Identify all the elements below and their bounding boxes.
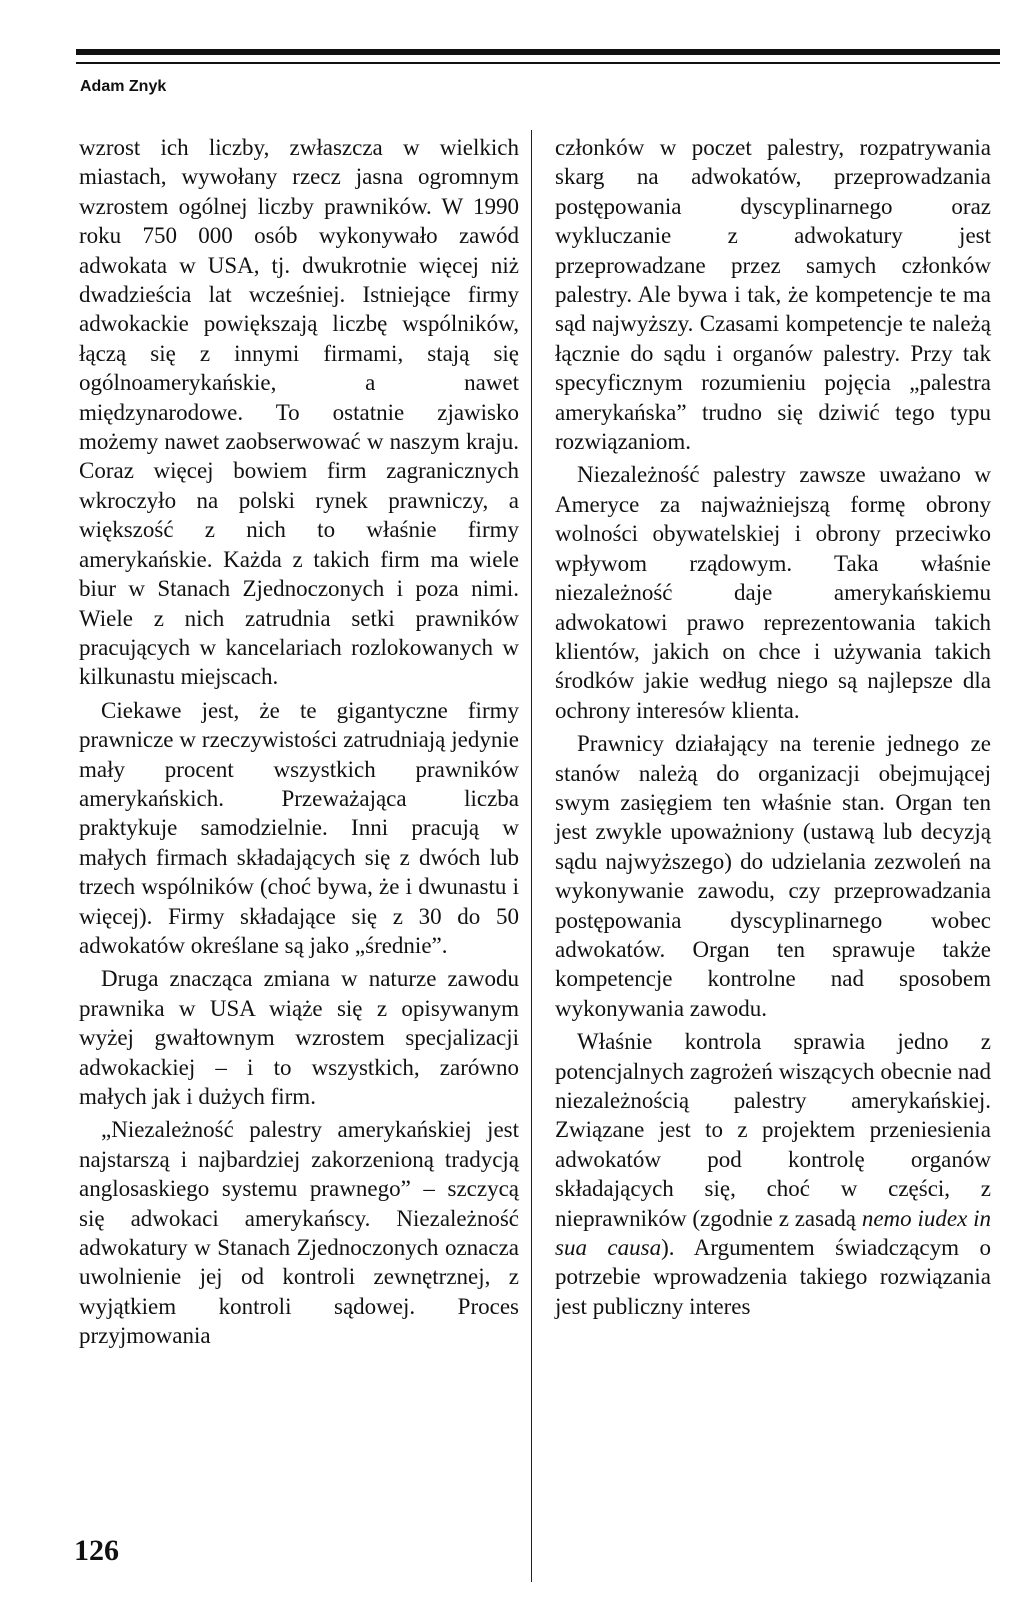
paragraph: Prawnicy działający na terenie jednego ze stanów należą do organizacji obejmującej swym zasięgiem ten właśnie stan. Organ ten jest zwykle upoważniony (ustawą lub decyzją sądu najwyższego) do udzielania zezwoleń na wykonywanie zawodu, czy przeprowadzania postępowania dyscyplinarnego wobec adwokatów. Organ ten sprawuje także kompetencje kontrolne nad sposobem wykonywania zawodu. (555, 731, 991, 1021)
running-head: Adam Znyk (80, 78, 167, 95)
paragraph: członków w poczet palestry, rozpatrywania skarg na adwokatów, przeprowadzania postępowania dyscyplinarnego oraz wykluczanie z adwokatury jest przeprowadzane przez samych członków palestry. Ale bywa i tak, że kompetencje te ma sąd najwyższy. Czasami kompetencje te należą łącznie do sądu i organów palestry. Przy tak specyficznym rozumieniu pojęcia „palestra amerykańska” trudno się dziwić tego typu rozwiązaniom. (555, 135, 991, 455)
page-number: 126 (74, 1534, 119, 1567)
paragraph: „Niezależność palestry amerykańskiej jest najstarszą i najbardziej zakorzenioną tradycją anglosaskiego systemu prawnego” – szczycą się adwokaci amerykańscy. Niezależność adwokatury w Stanach Zjednoczonych oznacza uwolnienie jej od kontroli zewnętrznej, z wyjątkiem kontroli sądowej. Proces przyjmowania (79, 1117, 519, 1349)
left-column (79, 133, 519, 1351)
paragraph: wzrost ich liczby, zwłaszcza w wielkich miastach, wywołany rzecz jasna ogromnym wzrostem ogólnej liczby prawników. W 1990 roku 750 000 osób wykonywało zawód adwokata w USA, tj. dwukrotnie więcej niż dwadzieścia lat wcześniej. Istniejące firmy adwokackie powiększają liczbę wspólników, łączą się z innymi firmami, stają się ogólnoamerykańskie, a nawet międzynarodowe. To ostatnie zjawisko możemy nawet zaobserwować w naszym kraju. Coraz więcej bowiem firm zagranicznych wkroczyło na polski rynek prawniczy, a większość z nich to właśnie firmy amerykańskie. Każda z takich firm ma wiele biur w Stanach Zjednoczonych i poza nimi. Wiele z nich zatrudnia setki prawników pracujących w kancelariach rozlokowanych w kilkunastu miejscach. (79, 135, 519, 690)
column-divider (531, 130, 532, 1582)
header-rule-thick (76, 49, 1000, 55)
right-column (555, 133, 991, 1321)
paragraph: Niezależność palestry zawsze uważano w Ameryce za najważniejszą formę obrony wolności obywatelskiej i obrony przeciwko wpływom rządowym. Taka właśnie niezależność daje amerykańskiemu adwokatowi prawo reprezentowania takich klientów, jakich on chce i używania takich środków jakie według niego są najlepsze dla ochrony interesów klienta. (555, 462, 991, 723)
header-rule-thin (76, 62, 1000, 64)
paragraph: Druga znacząca zmiana w naturze zawodu prawnika w USA wiąże się z opisywanym wyżej gwałtownym wzrostem specjalizacji adwokackiej – i to wszystkich, zarówno małych jak i dużych firm. (79, 966, 519, 1109)
text-run: ). Argumentem świadczącym o potrzebie wprowadzenia takiego rozwiązania jest publiczny interes (555, 1235, 991, 1319)
paragraph: Ciekawe jest, że te gigantyczne firmy prawnicze w rzeczywistości zatrudniają jedynie mały procent wszystkich prawników amerykańskich. Przeważająca liczba praktykuje samodzielnie. Inni pracują w małych firmach składających się z dwóch lub trzech wspólników (choć bywa, że i dwunastu i więcej). Firmy składające się z 30 do 50 adwokatów określane są jako „średnie”. (79, 697, 519, 958)
paragraph (555, 1027, 991, 1321)
latin-maxim: nemo iudex in sua causa (555, 1205, 991, 1261)
text-run: Właśnie kontrola sprawia jedno z potencjalnych zagrożeń wiszących obecnie nad niezależnością palestry amerykańskiej. Związane jest to z projektem przeniesienia adwokatów pod kontrolę organów składających się, choć w części, z nieprawników (zgodnie z zasadą (555, 1029, 991, 1231)
